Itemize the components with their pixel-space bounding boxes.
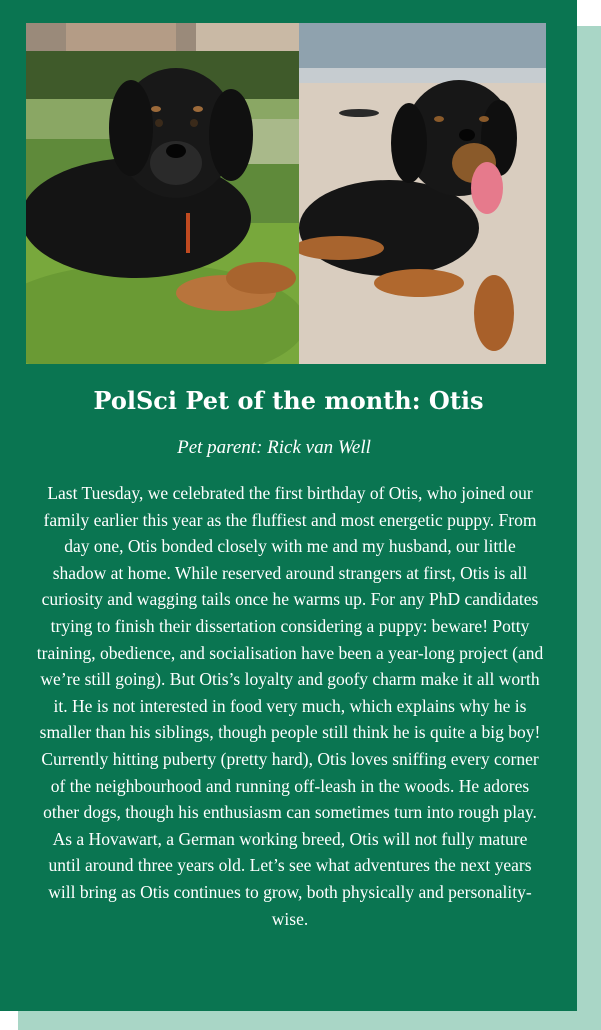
photo-row	[26, 23, 546, 364]
photo-puppy-on-grass	[26, 23, 299, 364]
pet-parent-subtitle: Pet parent: Rick van Well	[177, 437, 371, 458]
dog-on-beach-image	[299, 23, 546, 364]
puppy-on-grass-image	[26, 23, 299, 364]
photo-dog-on-beach	[299, 23, 546, 364]
page-title: PolSci Pet of the month: Otis	[93, 386, 484, 415]
article-body: Last Tuesday, we celebrated the first birthday of Otis, who joined our family earlier this year as the fluffiest and most energetic puppy. From day one, Otis bonded closely with me and my husband, our little shadow at home. While reserved around strangers at first, Otis is all curiosity and wagging tails once he warms up. For any PhD candidates trying to finish their dissertation considering a puppy: beware! Potty training, obedience, and socialisation have been a year-long project (and we’re still going). But Otis’s loyalty and goofy charm make it all worth it. He is not interested in food very much, which explains why he is smaller than his siblings, though people still think he is quite a big boy! Currently hitting puberty (pretty hard), Otis loves sniffing every corner of the neighbourhood and running off-leash in the woods. He adores other dogs, though his enthusiasm can sometimes turn into rough play. As a Hovawart, a German working breed, Otis will not fully mature until around three years old. Let’s see what adventures the next years will bring as Otis continues to grow, both physically and personality-wise.	[36, 483, 544, 929]
